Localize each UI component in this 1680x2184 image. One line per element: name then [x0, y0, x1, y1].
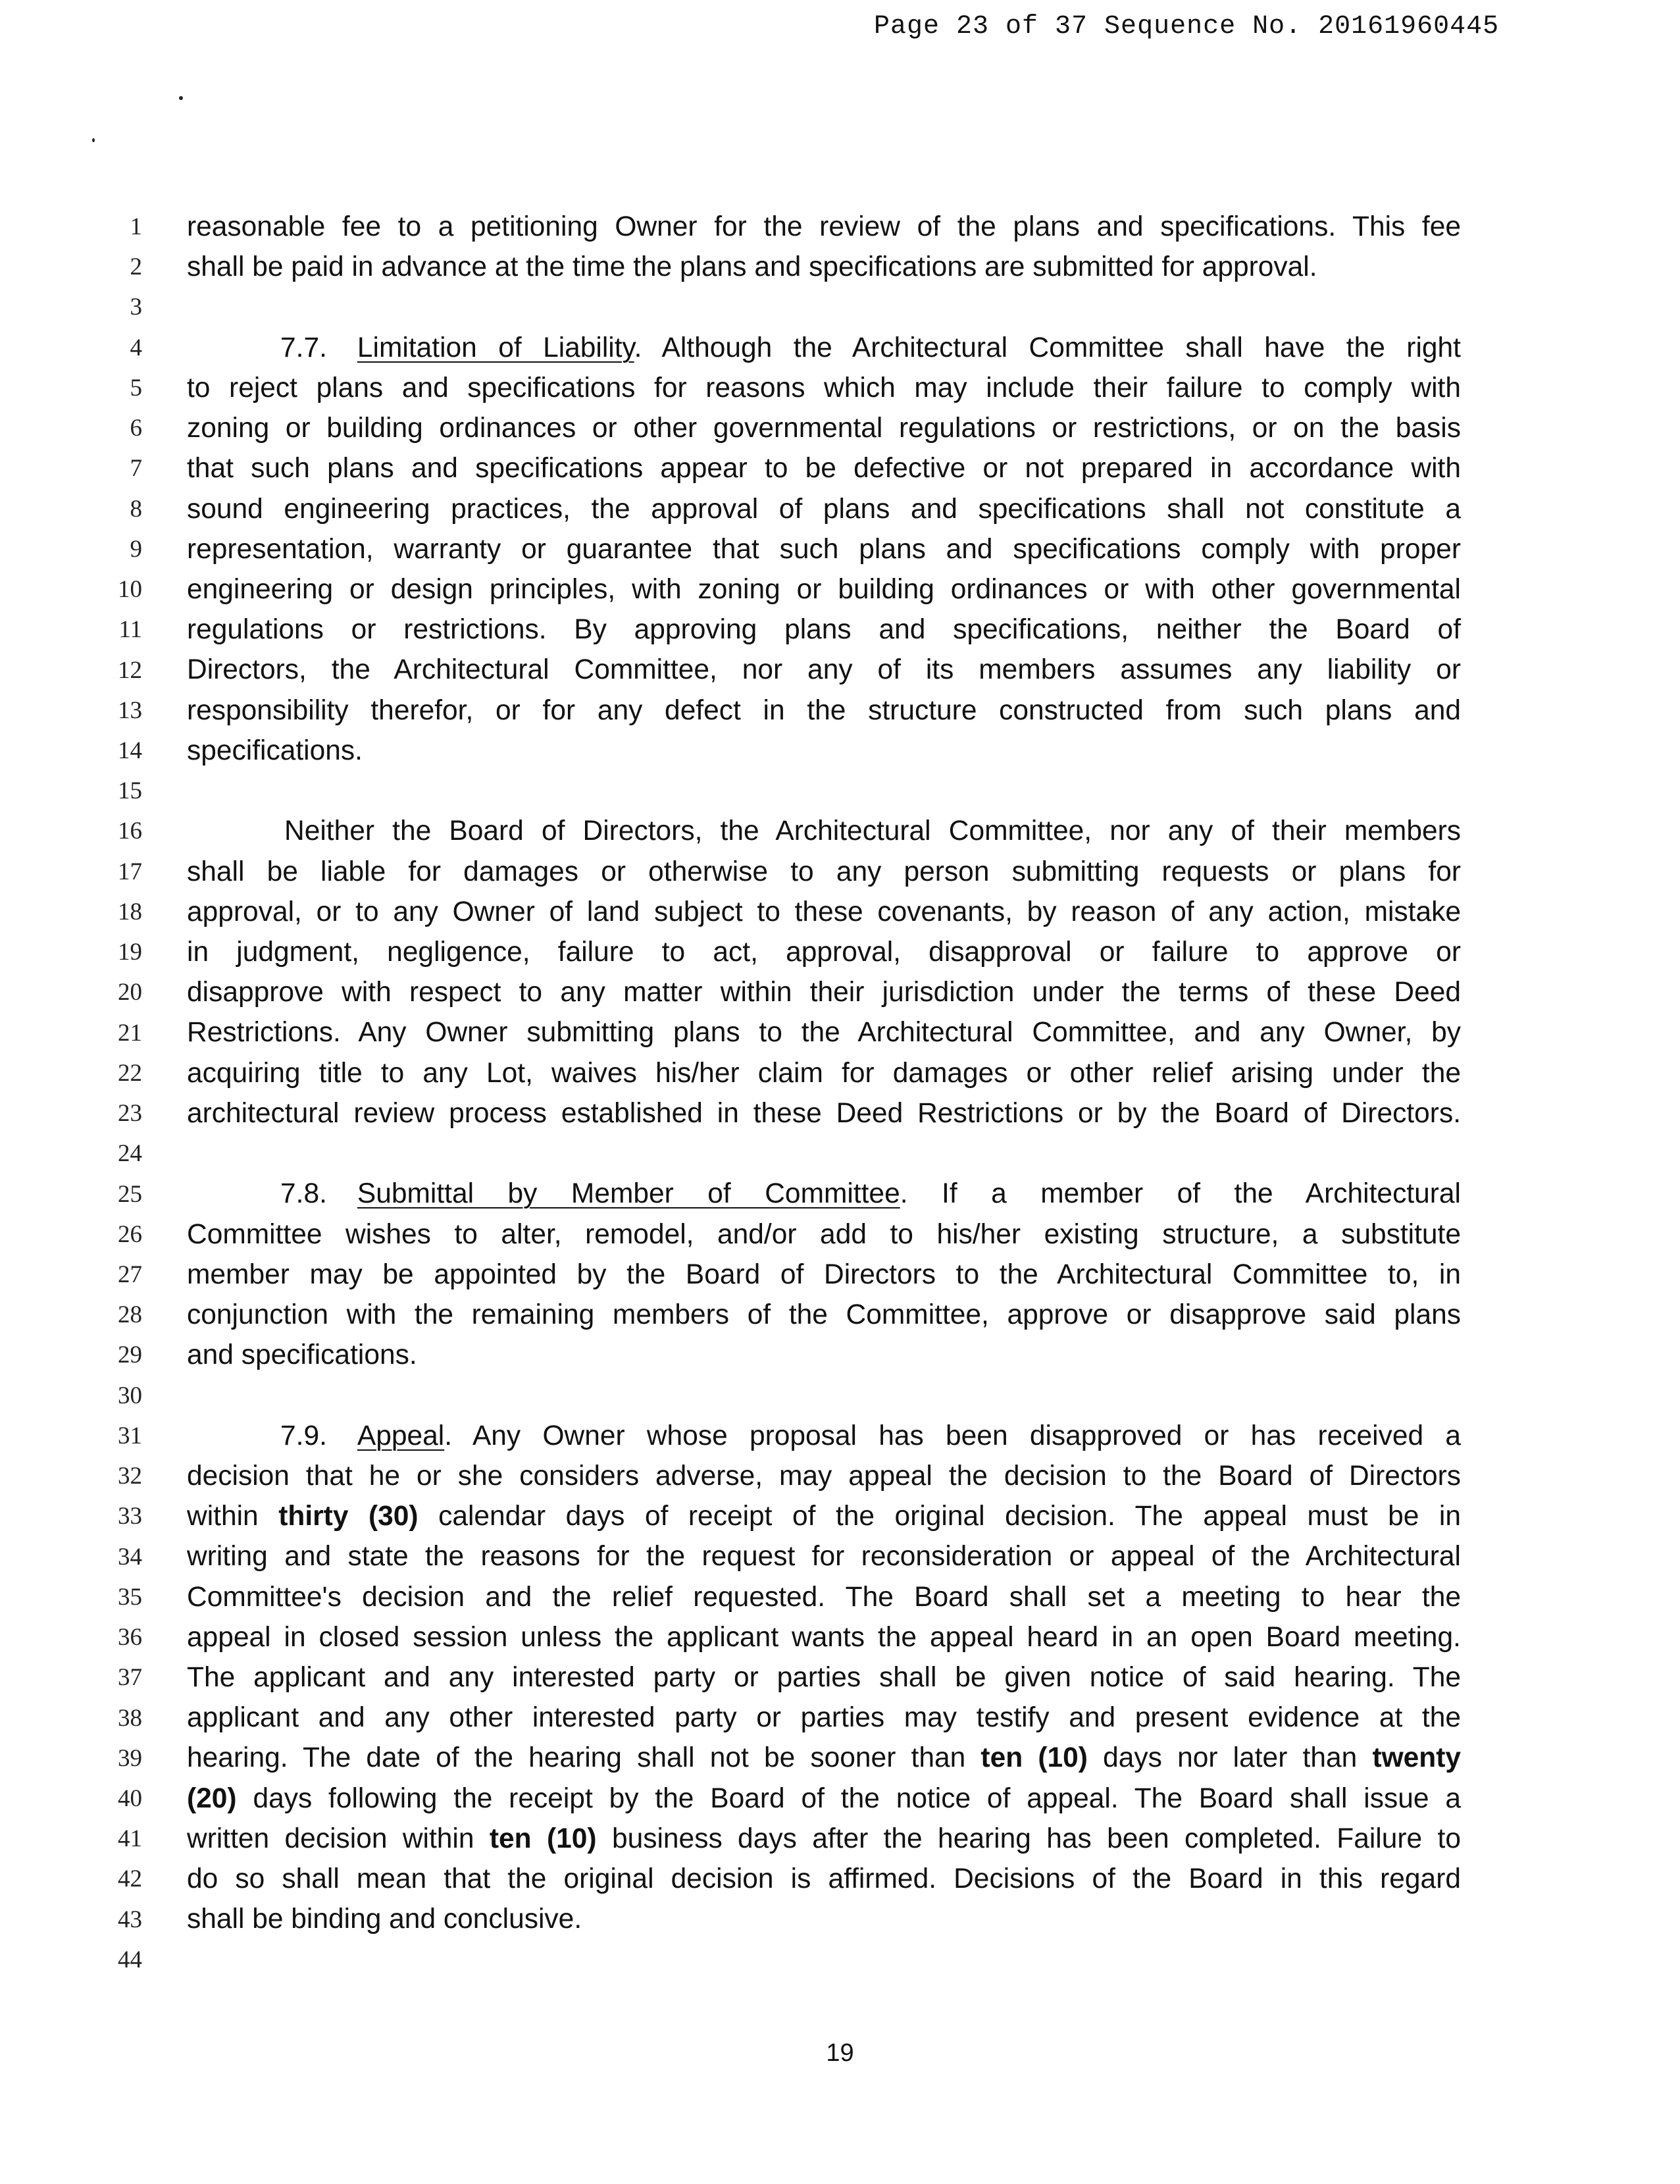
text-line: reasonable fee to a petitioning Owner for the review of the plans and specifications. This fee [187, 211, 1461, 242]
scan-speck [179, 96, 183, 100]
line-number: 13 [118, 696, 142, 724]
text-line: disapprove with respect to any matter within their jurisdiction under the terms of these Deed [187, 977, 1461, 1008]
emphasis: (20) [187, 1783, 237, 1814]
text-line: conjunction with the remaining members of the Committee, approve or disapprove said plans [187, 1299, 1461, 1330]
text-line: (20) days following the receipt by the Board of the notice of appeal. The Board shall issue a [187, 1783, 1461, 1814]
text-line: decision that he or she considers adverse, may appeal the decision to the Board of Directors [187, 1461, 1461, 1492]
line-number: 43 [118, 1906, 142, 1933]
text-line: writing and state the reasons for the request for reconsideration or appeal of the Architectural [187, 1541, 1461, 1572]
text-line: shall be paid in advance at the time the plans and specifications are submitted for approval. [187, 251, 1317, 282]
line-number: 12 [118, 656, 142, 684]
emphasis: twenty [1372, 1742, 1462, 1773]
line-number: 15 [118, 777, 142, 805]
text-line: sound engineering practices, the approval of plans and specifications shall not constitute a [187, 494, 1461, 525]
text-line: shall be liable for damages or otherwise to any person submitting requests or plans for [187, 856, 1461, 887]
line-number: 29 [118, 1341, 142, 1369]
text-line: written decision within ten (10) business days after the hearing has been completed. Failure to [187, 1823, 1461, 1854]
line-number: 38 [118, 1704, 142, 1732]
text-line: hearing. The date of the hearing shall not be sooner than ten (10) days nor later than twenty [187, 1742, 1462, 1773]
line-number: 7 [130, 455, 142, 482]
line-number: 11 [118, 616, 142, 644]
line-number: 1 [130, 213, 142, 240]
text-line: engineering or design principles, with zoning or building ordinances or with other governmental [187, 574, 1461, 605]
section-title: Appeal [357, 1420, 445, 1451]
emphasis: thirty (30) [278, 1501, 419, 1532]
text-line: acquiring title to any Lot, waives his/her claim for damages or other relief arising under the [187, 1058, 1461, 1089]
page-number: 19 [826, 2039, 854, 2067]
line-number: 30 [118, 1382, 142, 1409]
line-number: 14 [118, 737, 142, 764]
line-number: 33 [118, 1503, 142, 1530]
line-number: 41 [118, 1825, 142, 1853]
text-line: Directors, the Architectural Committee, nor any of its members assumes any liability or [187, 654, 1461, 685]
line-number: 26 [118, 1220, 142, 1248]
line-number: 42 [118, 1865, 142, 1893]
text-line: specifications. [187, 735, 363, 766]
line-number: 19 [118, 939, 142, 966]
line-number: 17 [118, 858, 142, 885]
line-number: 4 [130, 334, 142, 361]
section-number: 7.9. [280, 1420, 327, 1451]
line-number: 34 [118, 1543, 142, 1571]
line-number: 23 [118, 1100, 142, 1128]
text-line: member may be appointed by the Board of Directors to the Architectural Committee to, in [187, 1259, 1461, 1290]
section-7-8-heading-line: 7.8. Submittal by Member of Committee. If a member of the Architectural [280, 1178, 1461, 1209]
text-line: Neither the Board of Directors, the Architectural Committee, nor any of their members [284, 816, 1461, 846]
emphasis: ten (10) [980, 1742, 1088, 1773]
line-number: 35 [118, 1583, 142, 1611]
line-number: 24 [118, 1140, 142, 1168]
text-line: do so shall mean that the original decision is affirmed. Decisions of the Board in this regard [187, 1863, 1461, 1894]
text-line: representation, warranty or guarantee that such plans and specifications comply with proper [187, 534, 1461, 565]
line-number: 31 [118, 1422, 142, 1449]
line-number: 40 [118, 1784, 142, 1812]
text-line: architectural review process established in these Deed Restrictions or by the Board of Directors. [187, 1098, 1461, 1129]
line-number: 22 [118, 1059, 142, 1087]
line-number: 16 [118, 818, 142, 845]
line-number: 28 [118, 1301, 142, 1329]
text-line: to reject plans and specifications for reasons which may include their failure to comply with [187, 373, 1461, 403]
section-title: Submittal by Member of Committee [357, 1178, 900, 1209]
text-line: shall be binding and conclusive. [187, 1904, 582, 1935]
line-number: 5 [130, 374, 142, 402]
text-line: approval, or to any Owner of land subject to these covenants, by reason of any action, mistake [187, 897, 1461, 927]
emphasis: ten (10) [489, 1823, 597, 1854]
text-line: appeal in closed session unless the applicant wants the appeal heard in an open Board meeting. [187, 1622, 1461, 1653]
text-line: Committee wishes to alter, remodel, and/or add to his/her existing structure, a substitute [187, 1219, 1461, 1250]
text-line: that such plans and specifications appear to be defective or not prepared in accordance with [187, 453, 1461, 484]
text-line: The applicant and any interested party or parties shall be given notice of said hearing. The [187, 1662, 1461, 1693]
section-number: 7.7. [280, 332, 327, 363]
text-line: applicant and any other interested party or parties may testify and present evidence at the [187, 1702, 1461, 1733]
line-number: 20 [118, 979, 142, 1006]
text-line: responsibility therefor, or for any defect in the structure constructed from such plans and [187, 695, 1461, 726]
line-number: 18 [118, 898, 142, 925]
line-number: 3 [130, 294, 142, 321]
text-line: Committee's decision and the relief requested. The Board shall set a meeting to hear the [187, 1582, 1461, 1613]
line-number: 32 [118, 1463, 142, 1490]
line-number: 21 [118, 1019, 142, 1047]
line-number: 37 [118, 1664, 142, 1692]
line-number: 27 [118, 1261, 142, 1288]
text-line: and specifications. [187, 1339, 417, 1370]
line-number: 44 [118, 1946, 142, 1973]
text-line: zoning or building ordinances or other governmental regulations or restrictions, or on the basis [187, 413, 1461, 444]
line-number: 36 [118, 1624, 142, 1651]
section-7-9-heading-line: 7.9. Appeal. Any Owner whose proposal has been disapproved or has received a [280, 1420, 1461, 1451]
text-line: Restrictions. Any Owner submitting plans to the Architectural Committee, and any Owner, by [187, 1017, 1461, 1048]
text-line: regulations or restrictions. By approving plans and specifications, neither the Board of [187, 614, 1461, 645]
line-number: 25 [118, 1180, 142, 1208]
line-number: 8 [130, 495, 142, 523]
scan-speck [92, 138, 95, 142]
section-title: Limitation of Liability [357, 332, 634, 363]
line-number: 39 [118, 1744, 142, 1772]
line-number: 6 [130, 415, 142, 442]
section-7-7-heading-line: 7.7. Limitation of Liability. Although the Architectural Committee shall have the right [280, 332, 1461, 363]
line-number: 9 [130, 535, 142, 563]
line-number: 10 [118, 576, 142, 604]
page-header: Page 23 of 37 Sequence No. 20161960445 [874, 12, 1500, 41]
section-number: 7.8. [280, 1178, 327, 1209]
text-line: in judgment, negligence, failure to act, approval, disapproval or failure to approve or [187, 937, 1461, 968]
text-line: within thirty (30) calendar days of receipt of the original decision. The appeal must be in [187, 1501, 1461, 1532]
line-number: 2 [130, 253, 142, 281]
